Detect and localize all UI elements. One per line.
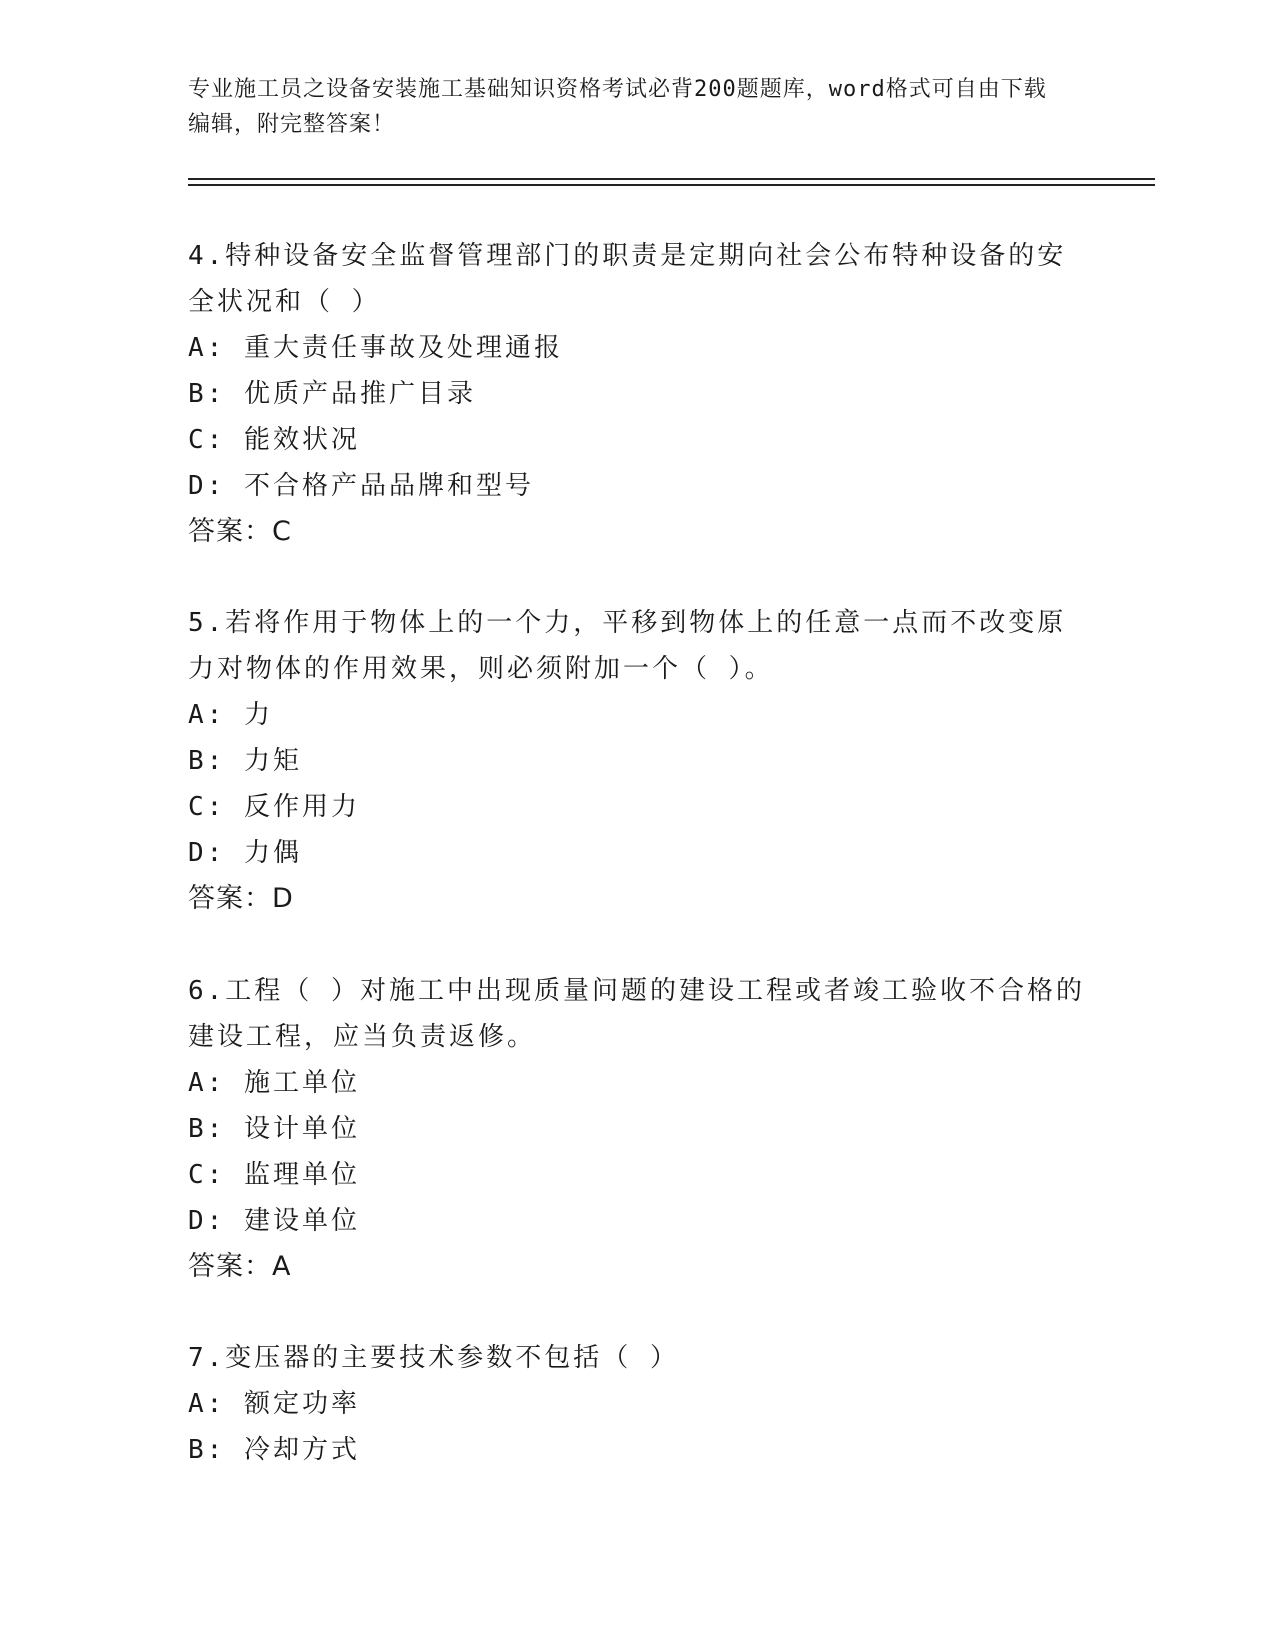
option-a: A: 重大责任事故及处理通报 (188, 333, 563, 363)
option-c: C: 监理单位 (188, 1160, 360, 1190)
option-c: C: 能效状况 (188, 425, 360, 455)
question-6 (188, 968, 1088, 1290)
option-a: A: 额定功率 (188, 1389, 360, 1419)
option-b: B: 优质产品推广目录 (188, 379, 476, 409)
question-text: 4.特种设备安全监督管理部门的职责是定期向社会公布特种设备的安全状况和（ ） (188, 241, 1067, 317)
document-header: 专业施工员之设备安装施工基础知识资格考试必背200题题库，word格式可自由下载编辑，附完整答案！ (188, 77, 1047, 137)
header-divider-top (188, 178, 1155, 180)
question-text: 5.若将作用于物体上的一个力，平移到物体上的任意一点而不改变原力对物体的作用效果，则必须附加一个（ ）。 (188, 608, 1067, 684)
answer-label: 答案：C (188, 516, 292, 547)
option-a: A: 力 (188, 700, 273, 730)
answer-label: 答案：A (188, 1251, 292, 1282)
question-7 (188, 1335, 1088, 1473)
option-a: A: 施工单位 (188, 1068, 360, 1098)
header-divider-bottom (188, 184, 1155, 186)
question-text: 6.工程（ ）对施工中出现质量问题的建设工程或者竣工验收不合格的建设工程，应当负责返修。 (188, 976, 1085, 1052)
option-b: B: 力矩 (188, 746, 302, 776)
option-d: D: 不合格产品品牌和型号 (188, 471, 534, 501)
question-5 (188, 600, 1088, 922)
question-4 (188, 233, 1088, 555)
option-d: D: 建设单位 (188, 1206, 360, 1236)
answer-label: 答案：D (188, 883, 294, 914)
option-c: C: 反作用力 (188, 792, 360, 822)
option-d: D: 力偶 (188, 838, 302, 868)
option-b: B: 冷却方式 (188, 1435, 360, 1465)
option-b: B: 设计单位 (188, 1114, 360, 1144)
question-text: 7.变压器的主要技术参数不包括（ ） (188, 1343, 679, 1373)
